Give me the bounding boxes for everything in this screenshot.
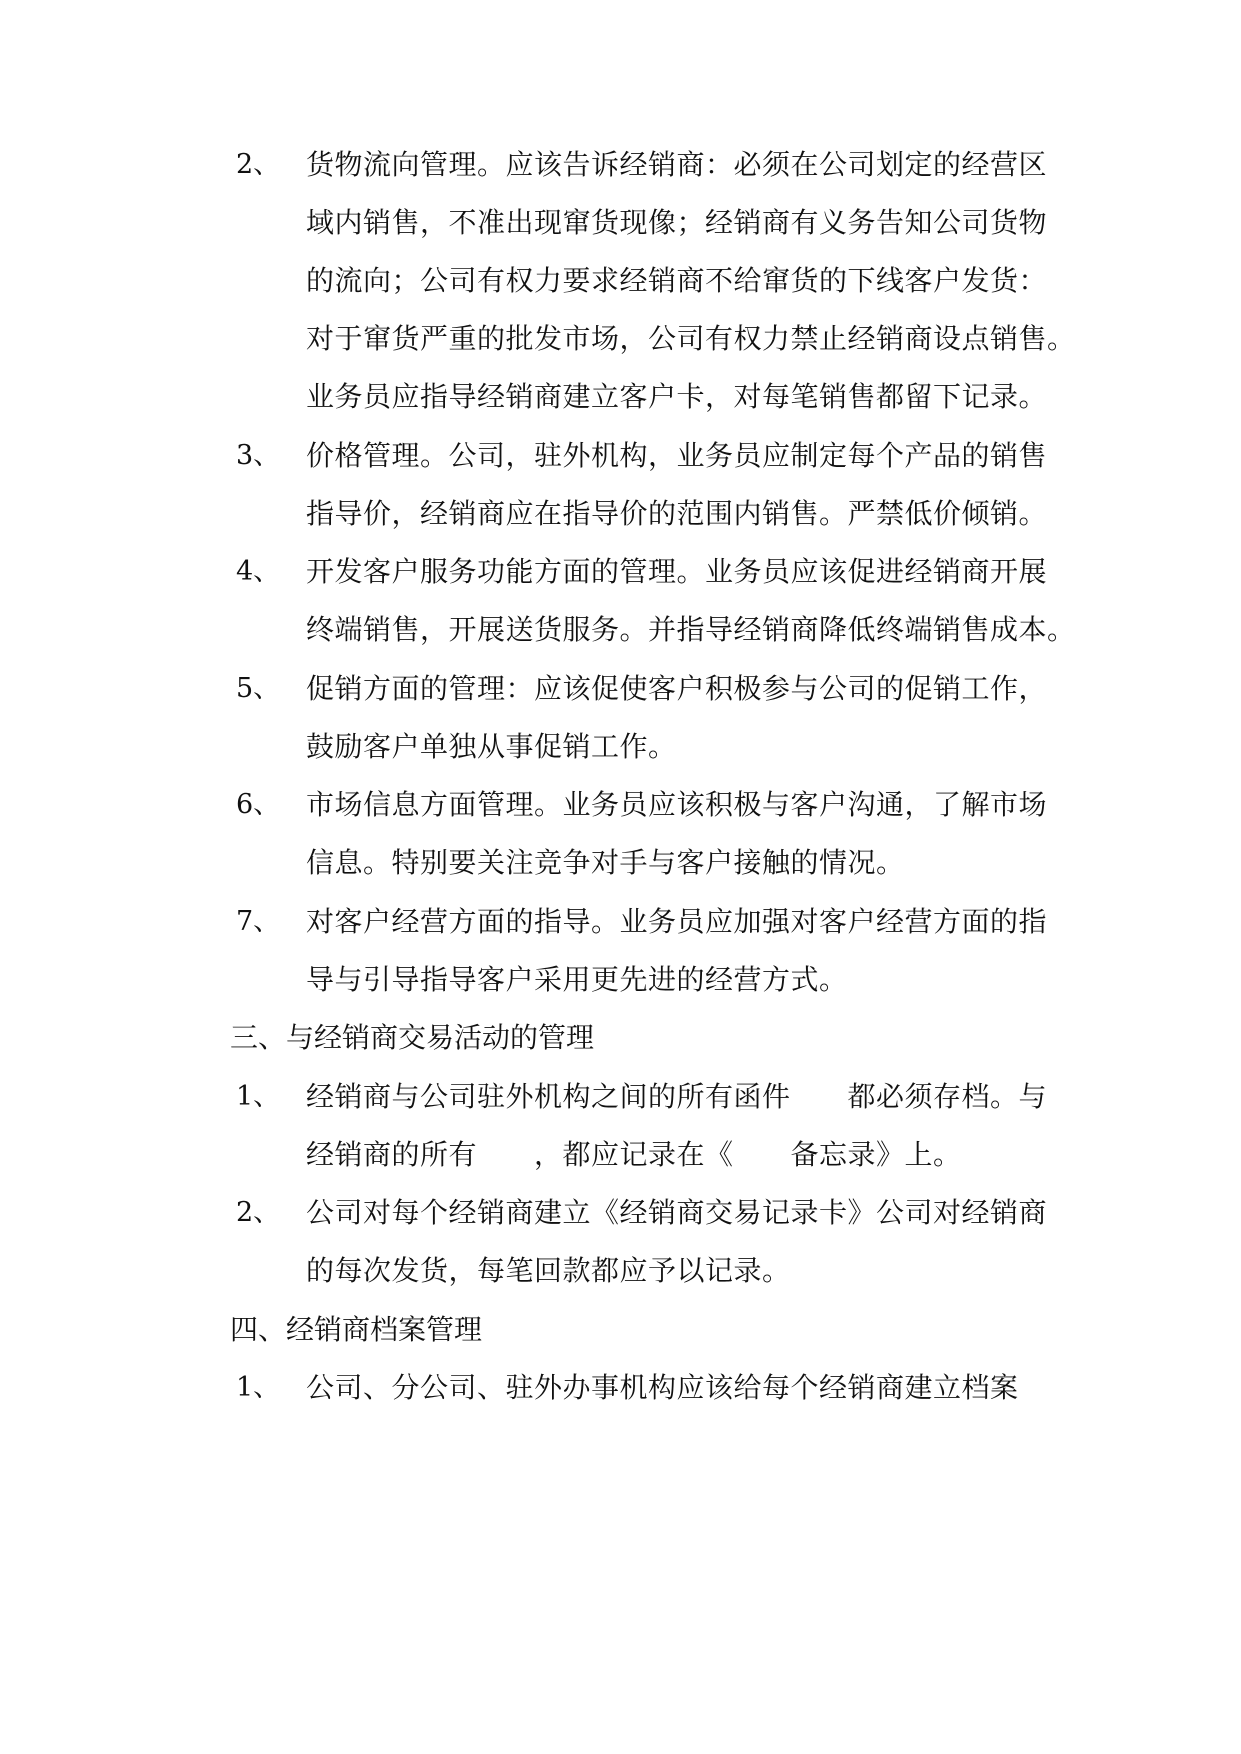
list-item-line: 终端销售，开展送货服务。并指导经销商降低终端销售成本。 bbox=[306, 613, 1076, 646]
list-item-line: 域内销售，不准出现窜货现像；经销商有义务告知公司货物 bbox=[306, 206, 1048, 239]
list-item-number: 6、 bbox=[236, 789, 281, 820]
section-heading: 三、与经销商交易活动的管理 bbox=[230, 1021, 595, 1054]
list-item-line: 的每次发货，每笔回款都应予以记录。 bbox=[306, 1254, 791, 1287]
list-item-line: 价格管理。公司，驻外机构，业务员应制定每个产品的销售 bbox=[306, 439, 1048, 472]
list-item-line: 对客户经营方面的指导。业务员应加强对客户经营方面的指 bbox=[306, 905, 1048, 938]
list-item-line: 对于窜货严重的批发市场，公司有权力禁止经销商设点销售。 bbox=[306, 322, 1076, 355]
list-item-line: 鼓励客户单独从事促销工作。 bbox=[306, 730, 677, 763]
list-item-line: 货物流向管理。应该告诉经销商：必须在公司划定的经营区 bbox=[306, 148, 1048, 181]
section-heading: 四、经销商档案管理 bbox=[230, 1313, 483, 1346]
list-item-number: 4、 bbox=[236, 556, 281, 587]
list-item-line: 经销商的所有 ，都应记录在《 备忘录》上。 bbox=[306, 1138, 962, 1171]
list-item-line: 开发客户服务功能方面的管理。业务员应该促进经销商开展 bbox=[306, 555, 1048, 588]
list-item-number: 3、 bbox=[236, 440, 281, 471]
list-item-number: 2、 bbox=[236, 1197, 281, 1228]
list-item-line: 指导价，经销商应在指导价的范围内销售。严禁低价倾销。 bbox=[306, 497, 1048, 530]
list-item-number: 1、 bbox=[236, 1081, 281, 1112]
list-item-number: 2、 bbox=[236, 149, 281, 180]
list-item-number: 1、 bbox=[236, 1372, 281, 1403]
list-item-line: 的流向；公司有权力要求经销商不给窜货的下线客户发货： bbox=[306, 264, 1048, 297]
list-item-line: 经销商与公司驻外机构之间的所有函件 都必须存档。与 bbox=[306, 1080, 1048, 1113]
list-item-number: 5、 bbox=[236, 673, 281, 704]
list-item-line: 业务员应指导经销商建立客户卡，对每笔销售都留下记录。 bbox=[306, 380, 1048, 413]
list-item-line: 公司、分公司、驻外办事机构应该给每个经销商建立档案 bbox=[306, 1371, 1019, 1404]
list-item-line: 导与引导指导客户采用更先进的经营方式。 bbox=[306, 963, 848, 996]
list-item-line: 公司对每个经销商建立《经销商交易记录卡》公司对经销商 bbox=[306, 1196, 1048, 1229]
list-item-number: 7、 bbox=[236, 906, 281, 937]
list-item-line: 信息。特别要关注竞争对手与客户接触的情况。 bbox=[306, 846, 905, 879]
list-item-line: 促销方面的管理：应该促使客户积极参与公司的促销工作， bbox=[306, 672, 1048, 705]
list-item-line: 市场信息方面管理。业务员应该积极与客户沟通，了解市场 bbox=[306, 788, 1048, 821]
